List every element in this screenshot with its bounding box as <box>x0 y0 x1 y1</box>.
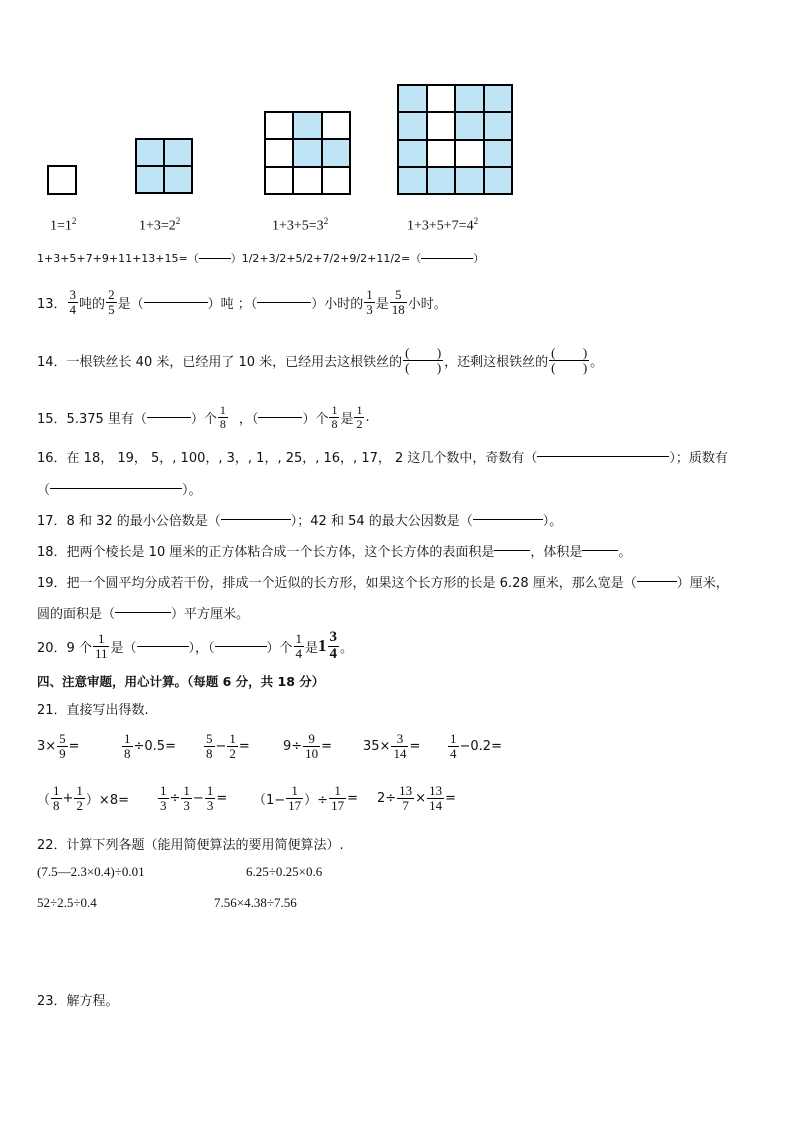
grid-cell <box>265 112 293 139</box>
answer-blank[interactable] <box>147 417 191 418</box>
square-grid-4x4 <box>397 84 513 195</box>
answer-blank[interactable] <box>537 456 669 457</box>
calc-expression-4: 7.56×4.38÷7.56 <box>214 895 297 910</box>
grid-cell <box>398 167 427 194</box>
square-grid-3x3 <box>264 111 351 195</box>
grid-cell <box>398 112 427 139</box>
expr-item: 9÷ $\frac{9}{10}$ = <box>283 731 333 761</box>
expr-item: $\frac{1}{8}$ ÷0.5= <box>124 731 176 761</box>
grid-cell <box>427 167 456 194</box>
grid-cell <box>265 139 293 166</box>
grid-cell <box>293 112 321 139</box>
fraction: $\frac{1}{8}$ <box>219 403 226 431</box>
question-18: 18．把两个棱长是 10 厘米的正方体粘合成一个长方体，这个长方体的表面积是 ，体积是 。 <box>37 545 632 560</box>
answer-blank[interactable] <box>137 646 189 647</box>
grid-cell <box>136 166 164 193</box>
answer-blank[interactable] <box>221 519 291 520</box>
calc-expression-3: 52÷2.5÷0.4 <box>37 895 97 910</box>
grid-cell <box>265 167 293 194</box>
fraction-blank[interactable]: ( ) ( ) <box>405 345 442 375</box>
expr-item: 3× $\frac{5}{9}$ = <box>37 731 80 761</box>
grid-cell <box>398 85 427 112</box>
answer-blank[interactable] <box>257 302 311 303</box>
fraction: $\frac{2}{5}$ <box>108 287 115 317</box>
grid-cell <box>164 166 192 193</box>
question-23-title: 23．解方程。 <box>37 994 119 1009</box>
grid-cell <box>322 139 350 166</box>
caption-3: $1+3+5=3^2$ <box>272 216 329 234</box>
question-14: 14．一根铁丝长 40 米，已经用了 10 米，已经用去这根铁丝的 ( ) ( ) ，还剩这根铁丝的 ( ) ( ) 。 <box>37 345 604 375</box>
expr-item: 35× $\frac{3}{14}$ = <box>363 731 421 761</box>
caption-2: $1+3=2^2$ <box>139 216 181 234</box>
grid-cell <box>427 85 456 112</box>
question-17: 17．8 和 32 的最小公倍数是（ ）；42 和 54 的最大公因数是（ ）。 <box>37 514 563 529</box>
grid-cell <box>398 140 427 167</box>
question-16-continued: （ ）。 <box>37 483 202 498</box>
question-15: 15．5.375 里有（ ）个 $\frac{1}{8}$ ，（ ）个 $\frac{1}{8}$ 是 $\frac{1}{2}$ . <box>37 403 370 431</box>
grid-cell <box>484 167 513 194</box>
question-16: 16．在 18， 19， 5，, 100，, 3，, 1，, 25，, 16，, 17， 2 这几个数中，奇数有（ ）；质数有 <box>37 451 728 466</box>
calc-expression-2: 6.25÷0.25×0.6 <box>246 864 323 879</box>
grid-cell <box>455 85 484 112</box>
question-12: 1+3+5+7+9+11+13+15=（ ）1/2+3/2+5/2+7/2+9/2+11/2=（ ） <box>37 252 485 265</box>
answer-blank[interactable] <box>215 646 267 647</box>
grid-cell <box>136 139 164 166</box>
question-21-title: 21．直接写出得数. <box>37 703 149 718</box>
fraction: $\frac{1}{2}$ <box>356 403 363 431</box>
answer-blank[interactable] <box>494 550 530 551</box>
answer-blank[interactable] <box>637 581 677 582</box>
expr-item: （1− $\frac{1}{17}$ ）÷ $\frac{1}{17}$ = <box>253 783 358 813</box>
grid-cell <box>484 85 513 112</box>
grid-cell <box>455 112 484 139</box>
section-4-heading: 四、注意审题，用心计算。（每题 6 分，共 18 分） <box>37 674 325 689</box>
question-21-row-2 <box>37 784 467 812</box>
grid-cell <box>48 166 76 194</box>
question-19-continued: 圆的面积是（ ）平方厘米。 <box>37 607 250 622</box>
square-grid-1x1 <box>47 165 77 195</box>
question-22-title: 22．计算下列各题（能用简便算法的要用简便算法）. <box>37 838 344 853</box>
grid-cell <box>484 140 513 167</box>
calc-expression-1: (7.5—2.3×0.4)÷0.01 <box>37 864 145 879</box>
fraction: $\frac{5}{18}$ <box>391 287 405 317</box>
answer-blank[interactable] <box>258 417 302 418</box>
expr-item: （ $\frac{1}{8}$ + $\frac{1}{2}$ ）×8= <box>37 783 129 813</box>
answer-blank[interactable] <box>582 550 618 551</box>
grid-cell <box>293 139 321 166</box>
answer-blank[interactable] <box>50 488 182 489</box>
grid-cell <box>322 167 350 194</box>
question-13: 13． $\frac{3}{4}$ 吨的 $\frac{2}{5}$ 是（ ）吨 ；（ ）小时的 $\frac{1}{3}$ 是 $\frac{5}{18}$ 小时。 <box>37 287 447 317</box>
expr-item: $\frac{1}{4}$ −0.2= <box>450 731 502 761</box>
answer-blank[interactable] <box>421 258 473 259</box>
expr-item: $\frac{5}{8}$ − $\frac{1}{2}$ = <box>206 731 250 761</box>
answer-blank[interactable] <box>115 612 171 613</box>
fraction: $\frac{1}{11}$ <box>94 631 108 661</box>
fraction-blank[interactable]: ( ) ( ) <box>551 345 588 375</box>
grid-cell <box>455 167 484 194</box>
answer-blank[interactable] <box>144 302 208 303</box>
fraction: $\frac{3}{4}$ <box>329 629 338 662</box>
fraction: $\frac{1}{4}$ <box>295 631 303 661</box>
expr-item: 2÷ $\frac{13}{7}$ × $\frac{13}{14}$ = <box>377 783 456 813</box>
answer-blank[interactable] <box>473 519 543 520</box>
question-21-row-1 <box>37 732 517 760</box>
grid-cell <box>455 140 484 167</box>
grid-cell <box>484 112 513 139</box>
caption-4: $1+3+5+7=4^2$ <box>407 216 479 234</box>
expr-item: $\frac{1}{3}$ ÷ $\frac{1}{3}$ − $\frac{1}{3}$ = <box>160 783 228 813</box>
fraction: $\frac{3}{4}$ <box>69 287 77 317</box>
fraction: $\frac{1}{3}$ <box>366 287 373 317</box>
caption-1: $1=1^2$ <box>50 216 77 234</box>
question-19: 19．把一个圆平均分成若干份，排成一个近似的长方形，如果这个长方形的长是 6.28 厘米，那么宽是（ ）厘米， <box>37 576 729 591</box>
answer-blank[interactable] <box>199 258 231 259</box>
grid-cell <box>427 140 456 167</box>
question-20: 20．9 个 $\frac{1}{11}$ 是（ ），（ ）个 $\frac{1}{4}$ 是 1 $\frac{3}{4}$ 。 <box>37 629 354 662</box>
square-grid-2x2 <box>135 138 193 194</box>
grid-cell <box>164 139 192 166</box>
fraction: $\frac{1}{8}$ <box>331 403 338 431</box>
grid-cell <box>293 167 321 194</box>
grid-cell <box>427 112 456 139</box>
grid-cell <box>322 112 350 139</box>
